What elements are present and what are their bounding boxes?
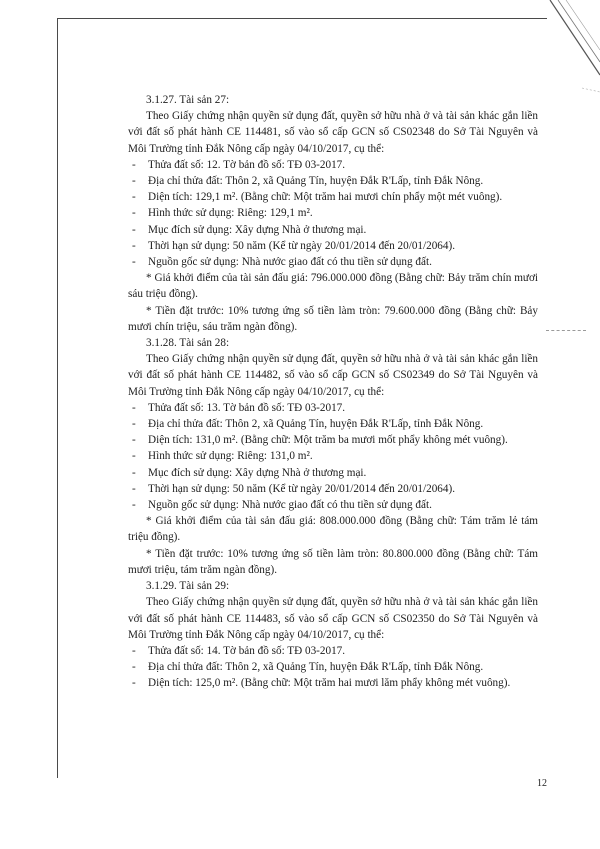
bullet-dash: - [132,644,136,657]
bullet-dash: - [132,499,136,512]
bullet-dash: - [132,661,136,674]
list-item-text: Diện tích: 125,0 m². (Bằng chữ: Một trăm hai mươi lăm phẩy không mét vuông). [148,677,511,690]
bullet-dash: - [132,677,136,690]
price-note: * Giá khởi điểm của tài sản đấu giá: 808.000.000 đồng (Bằng chữ: Tám trăm lẻ tám triệu đồng). [128,515,538,544]
list-item-text: Địa chỉ thửa đất: Thôn 2, xã Quảng Tín, huyện Đắk R'Lấp, tỉnh Đắk Nông. [148,418,484,431]
section-heading: 3.1.29. Tài sản 29: [146,580,230,593]
price-note: * Giá khởi điểm của tài sản đấu giá: 796.000.000 đồng (Bằng chữ: Bảy trăm chín mươi sáu triệu đồng). [128,272,538,301]
scan-border-left [57,18,58,778]
bullet-dash: - [132,466,136,479]
list-item-text: Mục đích sử dụng: Xây dựng Nhà ở thương mại. [148,223,367,236]
bullet-dash: - [132,158,136,171]
scan-border-top [57,18,547,19]
list-item-text: Thời hạn sử dụng: 50 năm (Kể từ ngày 20/01/2014 đến 20/01/2064). [148,239,456,252]
section-intro: Theo Giấy chứng nhận quyền sử dụng đất, quyền sở hữu nhà ở và tài sản khác gắn liền với đất số phát hành CE 114481, số vào sổ cấp GCN số CS02348 do Sở Tài Nguyên và Môi Trường tỉnh Đắk Nông cấp ngày 04/10/2017, cụ thể: [128,110,538,155]
bullet-dash: - [132,207,136,220]
bullet-dash: - [132,418,136,431]
page-fold-mark [530,0,600,110]
list-item-text: Địa chỉ thửa đất: Thôn 2, xã Quảng Tín, huyện Đắk R'Lấp, tỉnh Đắk Nông. [148,175,484,188]
section-intro: Theo Giấy chứng nhận quyền sử dụng đất, quyền sở hữu nhà ở và tài sản khác gắn liền với đất số phát hành CE 114483, số vào sổ cấp GCN số CS02350 do Sở Tài Nguyên và Môi Trường tỉnh Đắk Nông cấp ngày 04/10/2017, cụ thể: [128,596,538,641]
list-item [128,432,538,448]
list-item [128,448,538,464]
list-item [128,205,538,221]
list-item-text: Diện tích: 129,1 m². (Bằng chữ: Một trăm hai mươi chín phẩy một mét vuông). [148,191,503,204]
bullet-dash: - [132,482,136,495]
bullet-dash: - [132,239,136,252]
list-item-text: Hình thức sử dụng: Riêng: 129,1 m². [148,207,313,220]
bullet-dash: - [132,223,136,236]
list-item [128,643,538,659]
list-item [128,254,538,270]
page-number: 12 [537,778,547,789]
list-item-text: Nguồn gốc sử dụng: Nhà nước giao đất có thu tiền sử dụng đất. [148,499,432,512]
bullet-dash: - [132,191,136,204]
list-item-text: Thời hạn sử dụng: 50 năm (Kể từ ngày 20/01/2014 đến 20/01/2064). [148,482,456,495]
list-item [128,400,538,416]
bullet-dash: - [132,175,136,188]
list-item-text: Mục đích sử dụng: Xây dựng Nhà ở thương mại. [148,466,367,479]
price-note: * Tiền đặt trước: 10% tương ứng số tiền làm tròn: 80.800.000 đồng (Bằng chữ: Tám mươi triệu, tám trăm ngàn đồng). [128,547,538,576]
list-item [128,238,538,254]
list-item [128,173,538,189]
list-item [128,675,538,691]
list-item-text: Thửa đất số: 12. Tờ bản đồ số: TĐ 03-2017. [148,158,346,171]
section-intro: Theo Giấy chứng nhận quyền sử dụng đất, quyền sở hữu nhà ở và tài sản khác gắn liền với đất số phát hành CE 114482, số vào sổ cấp GCN số CS02349 do Sở Tài Nguyên và Môi Trường tỉnh Đắk Nông cấp ngày 04/10/2017, cụ thể: [128,353,538,398]
list-item [128,157,538,173]
section-heading: 3.1.27. Tài sản 27: [146,94,230,106]
list-item [128,497,538,513]
list-item-text: Thửa đất số: 14. Tờ bản đồ số: TĐ 03-2017. [148,644,346,657]
bullet-dash: - [132,450,136,463]
list-item [128,222,538,238]
list-item [128,465,538,481]
list-item-text: Thửa đất số: 13. Tờ bản đồ số: TĐ 03-2017. [148,401,346,414]
list-item [128,659,538,675]
list-item-text: Địa chỉ thửa đất: Thôn 2, xã Quảng Tín, huyện Đắk R'Lấp, tỉnh Đắk Nông. [148,661,484,674]
list-item-text: Nguồn gốc sử dụng: Nhà nước giao đất có thu tiền sử dụng đất. [148,256,432,269]
bullet-dash: - [132,434,136,447]
list-item [128,481,538,497]
price-note: * Tiền đặt trước: 10% tương ứng số tiền làm tròn: 79.600.000 đồng (Bằng chữ: Bảy mươi chín triệu, sáu trăm ngàn đồng). [128,304,538,333]
section-heading: 3.1.28. Tài sản 28: [146,337,230,350]
document-body [128,92,538,692]
scan-noise [546,330,586,332]
bullet-dash: - [132,256,136,269]
list-item-text: Hình thức sử dụng: Riêng: 131,0 m². [148,450,313,463]
bullet-dash: - [132,401,136,414]
list-item-text: Diện tích: 131,0 m². (Bằng chữ: Một trăm ba mươi mốt phẩy không mét vuông). [148,434,508,447]
list-item [128,416,538,432]
list-item [128,189,538,205]
